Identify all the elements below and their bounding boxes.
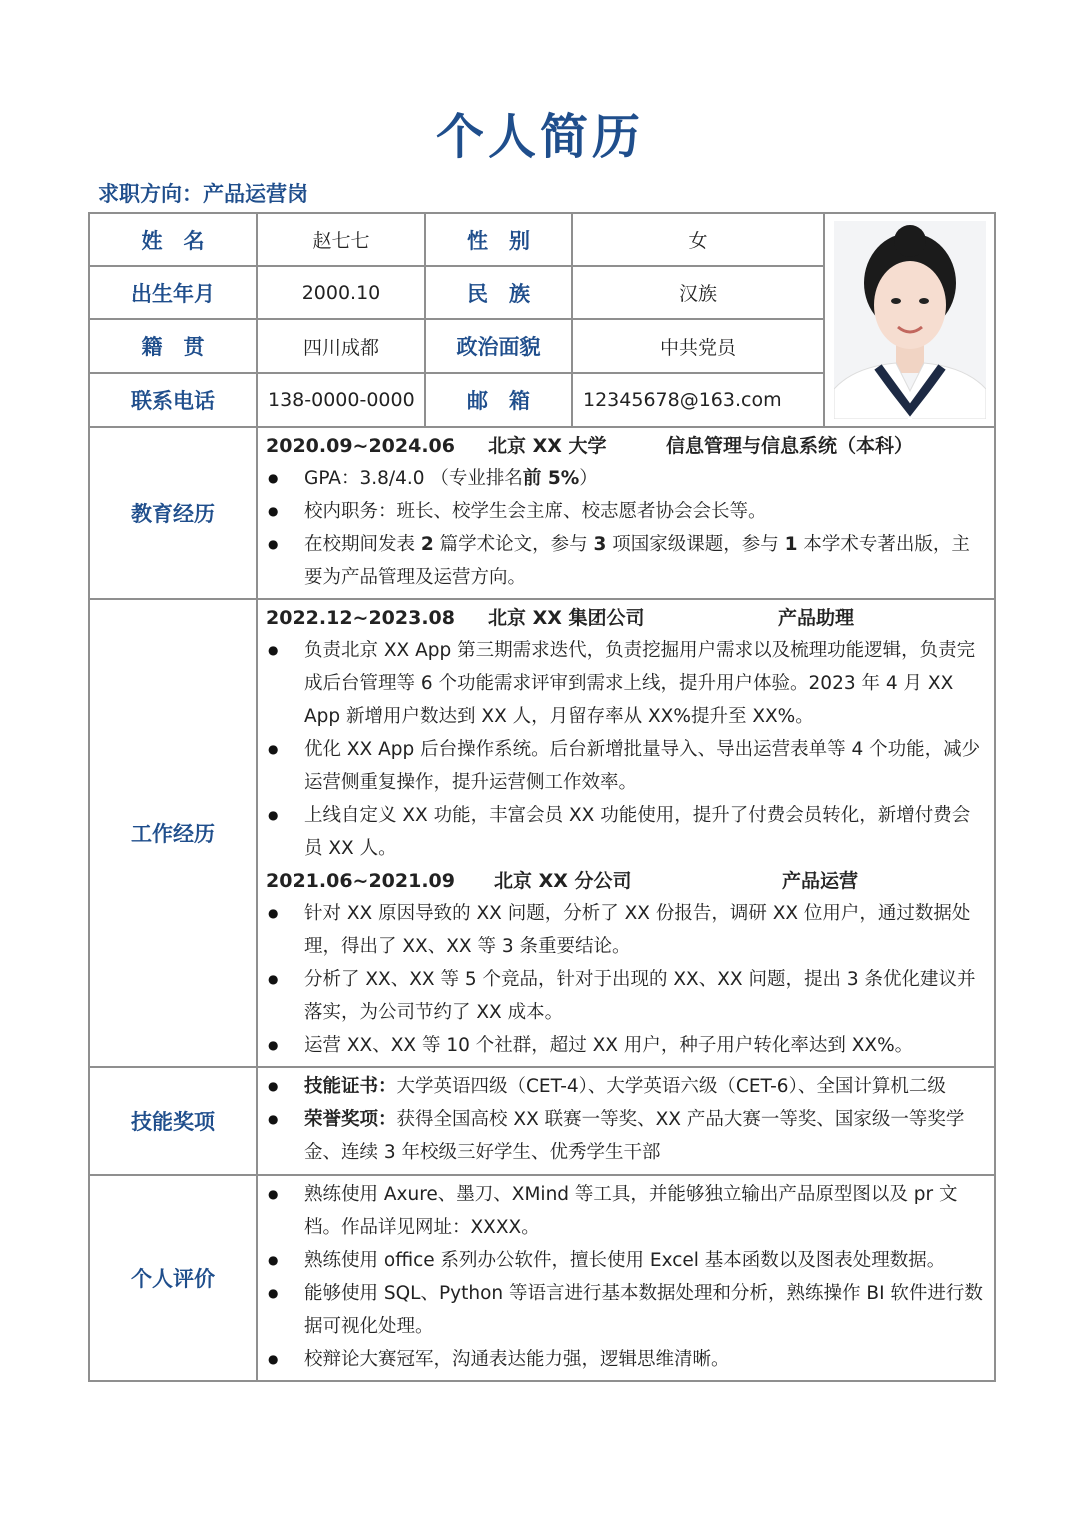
job-direction: 求职方向：产品运营岗 — [98, 182, 308, 206]
resume-table — [88, 212, 996, 1382]
job2-role: 产品运营 — [782, 870, 859, 892]
name-label: 姓 名 — [89, 213, 257, 266]
project-count: 3 — [593, 534, 607, 555]
education-content — [257, 427, 995, 599]
job1-period: 2022.12~2023.08 — [266, 607, 455, 629]
publication-text: 项国家级课题，参与 — [606, 534, 785, 555]
publication-text: 本学术专著出版，主要为产品管理及运营方向。 — [304, 534, 970, 588]
list-item: ● 熟练使用 office 系列办公软件，擅长使用 Excel 基本函数以及图表处理数据。 — [266, 1244, 986, 1277]
gpa-rank: 前 5% — [522, 468, 580, 489]
award-text: 获得全国高校 XX 联赛一等奖、XX 产品大赛一等奖、国家级一等奖学金、连续 3 年校级三好学生、优秀学生干部 — [304, 1109, 965, 1163]
publication-text: 在校期间发表 — [304, 534, 421, 555]
evaluation-label: 个人评价 — [89, 1175, 257, 1381]
list-item: ● 优化 XX App 后台操作系统。后台新增批量导入、导出运营表单等 4 个功能，减少运营侧重复操作，提升运营侧工作效率。 — [266, 733, 986, 799]
political-label: 政治面貌 — [425, 319, 572, 373]
evaluation-content — [257, 1175, 995, 1381]
paper-count: 2 — [420, 534, 434, 555]
education-period: 2020.09~2024.06 — [266, 435, 455, 457]
job1-header — [266, 602, 986, 634]
gender-label: 性 别 — [425, 213, 572, 266]
name-value: 赵七七 — [257, 213, 425, 266]
birth-value: 2000.10 — [257, 266, 425, 319]
skills-label: 技能奖项 — [89, 1067, 257, 1175]
origin-label: 籍 贯 — [89, 319, 257, 373]
photo-cell — [824, 213, 995, 427]
email-label: 邮 箱 — [425, 373, 572, 427]
education-header — [266, 430, 986, 462]
work-content — [257, 599, 995, 1067]
job1-company: 北京 XX 集团公司 — [488, 607, 645, 629]
skills-list — [266, 1070, 986, 1169]
job1-list — [266, 634, 986, 865]
list-item — [266, 528, 986, 594]
job2-header — [266, 865, 986, 897]
list-item: ● 分析了 XX、XX 等 5 个竞品，针对于出现的 XX、XX 问题，提出 3 条优化建议并落实，为公司节约了 XX 成本。 — [266, 963, 986, 1029]
ethnic-label: 民 族 — [425, 266, 572, 319]
book-count: 1 — [784, 534, 798, 555]
list-item — [266, 495, 986, 528]
publication-text: 篇学术论文，参与 — [433, 534, 594, 555]
origin-value: 四川成都 — [257, 319, 425, 373]
resume-title: 个人简历 — [435, 109, 644, 165]
work-label: 工作经历 — [89, 599, 257, 1067]
phone-label: 联系电话 — [89, 373, 257, 427]
phone-value: 138-0000-0000 — [257, 373, 425, 427]
job2-period: 2021.06~2021.09 — [266, 870, 455, 892]
job1-role: 产品助理 — [778, 607, 855, 629]
job2-list — [266, 897, 986, 1062]
gender-value: 女 — [572, 213, 824, 266]
campus-role: 校内职务：班长、校学生会主席、校志愿者协会会长等。 — [304, 501, 767, 522]
education-label: 教育经历 — [89, 427, 257, 599]
ethnic-value: 汉族 — [572, 266, 824, 319]
list-item — [266, 1070, 986, 1103]
cert-label: 技能证书： — [304, 1076, 397, 1097]
list-item — [266, 462, 986, 495]
job2-company: 北京 XX 分公司 — [494, 870, 632, 892]
gpa-suffix: ） — [579, 468, 598, 489]
birth-label: 出生年月 — [89, 266, 257, 319]
education-list — [266, 462, 986, 594]
education-school: 北京 XX 大学 — [488, 435, 607, 457]
skills-content — [257, 1067, 995, 1175]
list-item — [266, 1103, 986, 1169]
evaluation-list — [266, 1178, 986, 1376]
list-item: ● 校辩论大赛冠军，沟通表达能力强，逻辑思维清晰。 — [266, 1343, 986, 1376]
list-item: ● 运营 XX、XX 等 10 个社群，超过 XX 用户，种子用户转化率达到 XX%。 — [266, 1029, 986, 1062]
profile-photo — [834, 221, 986, 419]
gpa-text: GPA：3.8/4.0 （专业排名 — [304, 468, 523, 489]
list-item: ● 上线自定义 XX 功能，丰富会员 XX 功能使用，提升了付费会员转化，新增付费会员 XX 人。 — [266, 799, 986, 865]
political-value: 中共党员 — [572, 319, 824, 373]
list-item: ● 负责北京 XX App 第三期需求迭代，负责挖掘用户需求以及梳理功能逻辑，负责完成后台管理等 6 个功能需求评审到需求上线，提升用户体验。2023 年 4 月 XX App 新增用户数达到 XX 人，月留存率从 XX%提升至 XX%。 — [266, 634, 986, 733]
cert-text: 大学英语四级（CET-4）、大学英语六级（CET-6）、全国计算机二级 — [396, 1076, 946, 1097]
list-item: ● 熟练使用 Axure、墨刀、XMind 等工具，并能够独立输出产品原型图以及 pr 文档。作品详见网址：XXXX。 — [266, 1178, 986, 1244]
list-item: ● 能够使用 SQL、Python 等语言进行基本数据处理和分析，熟练操作 BI 软件进行数据可视化处理。 — [266, 1277, 986, 1343]
award-label: 荣誉奖项： — [304, 1109, 397, 1130]
education-major: 信息管理与信息系统（本科） — [666, 435, 914, 457]
email-value: 12345678@163.com — [572, 373, 824, 427]
list-item: ● 针对 XX 原因导致的 XX 问题，分析了 XX 份报告，调研 XX 位用户，通过数据处理，得出了 XX、XX 等 3 条重要结论。 — [266, 897, 986, 963]
